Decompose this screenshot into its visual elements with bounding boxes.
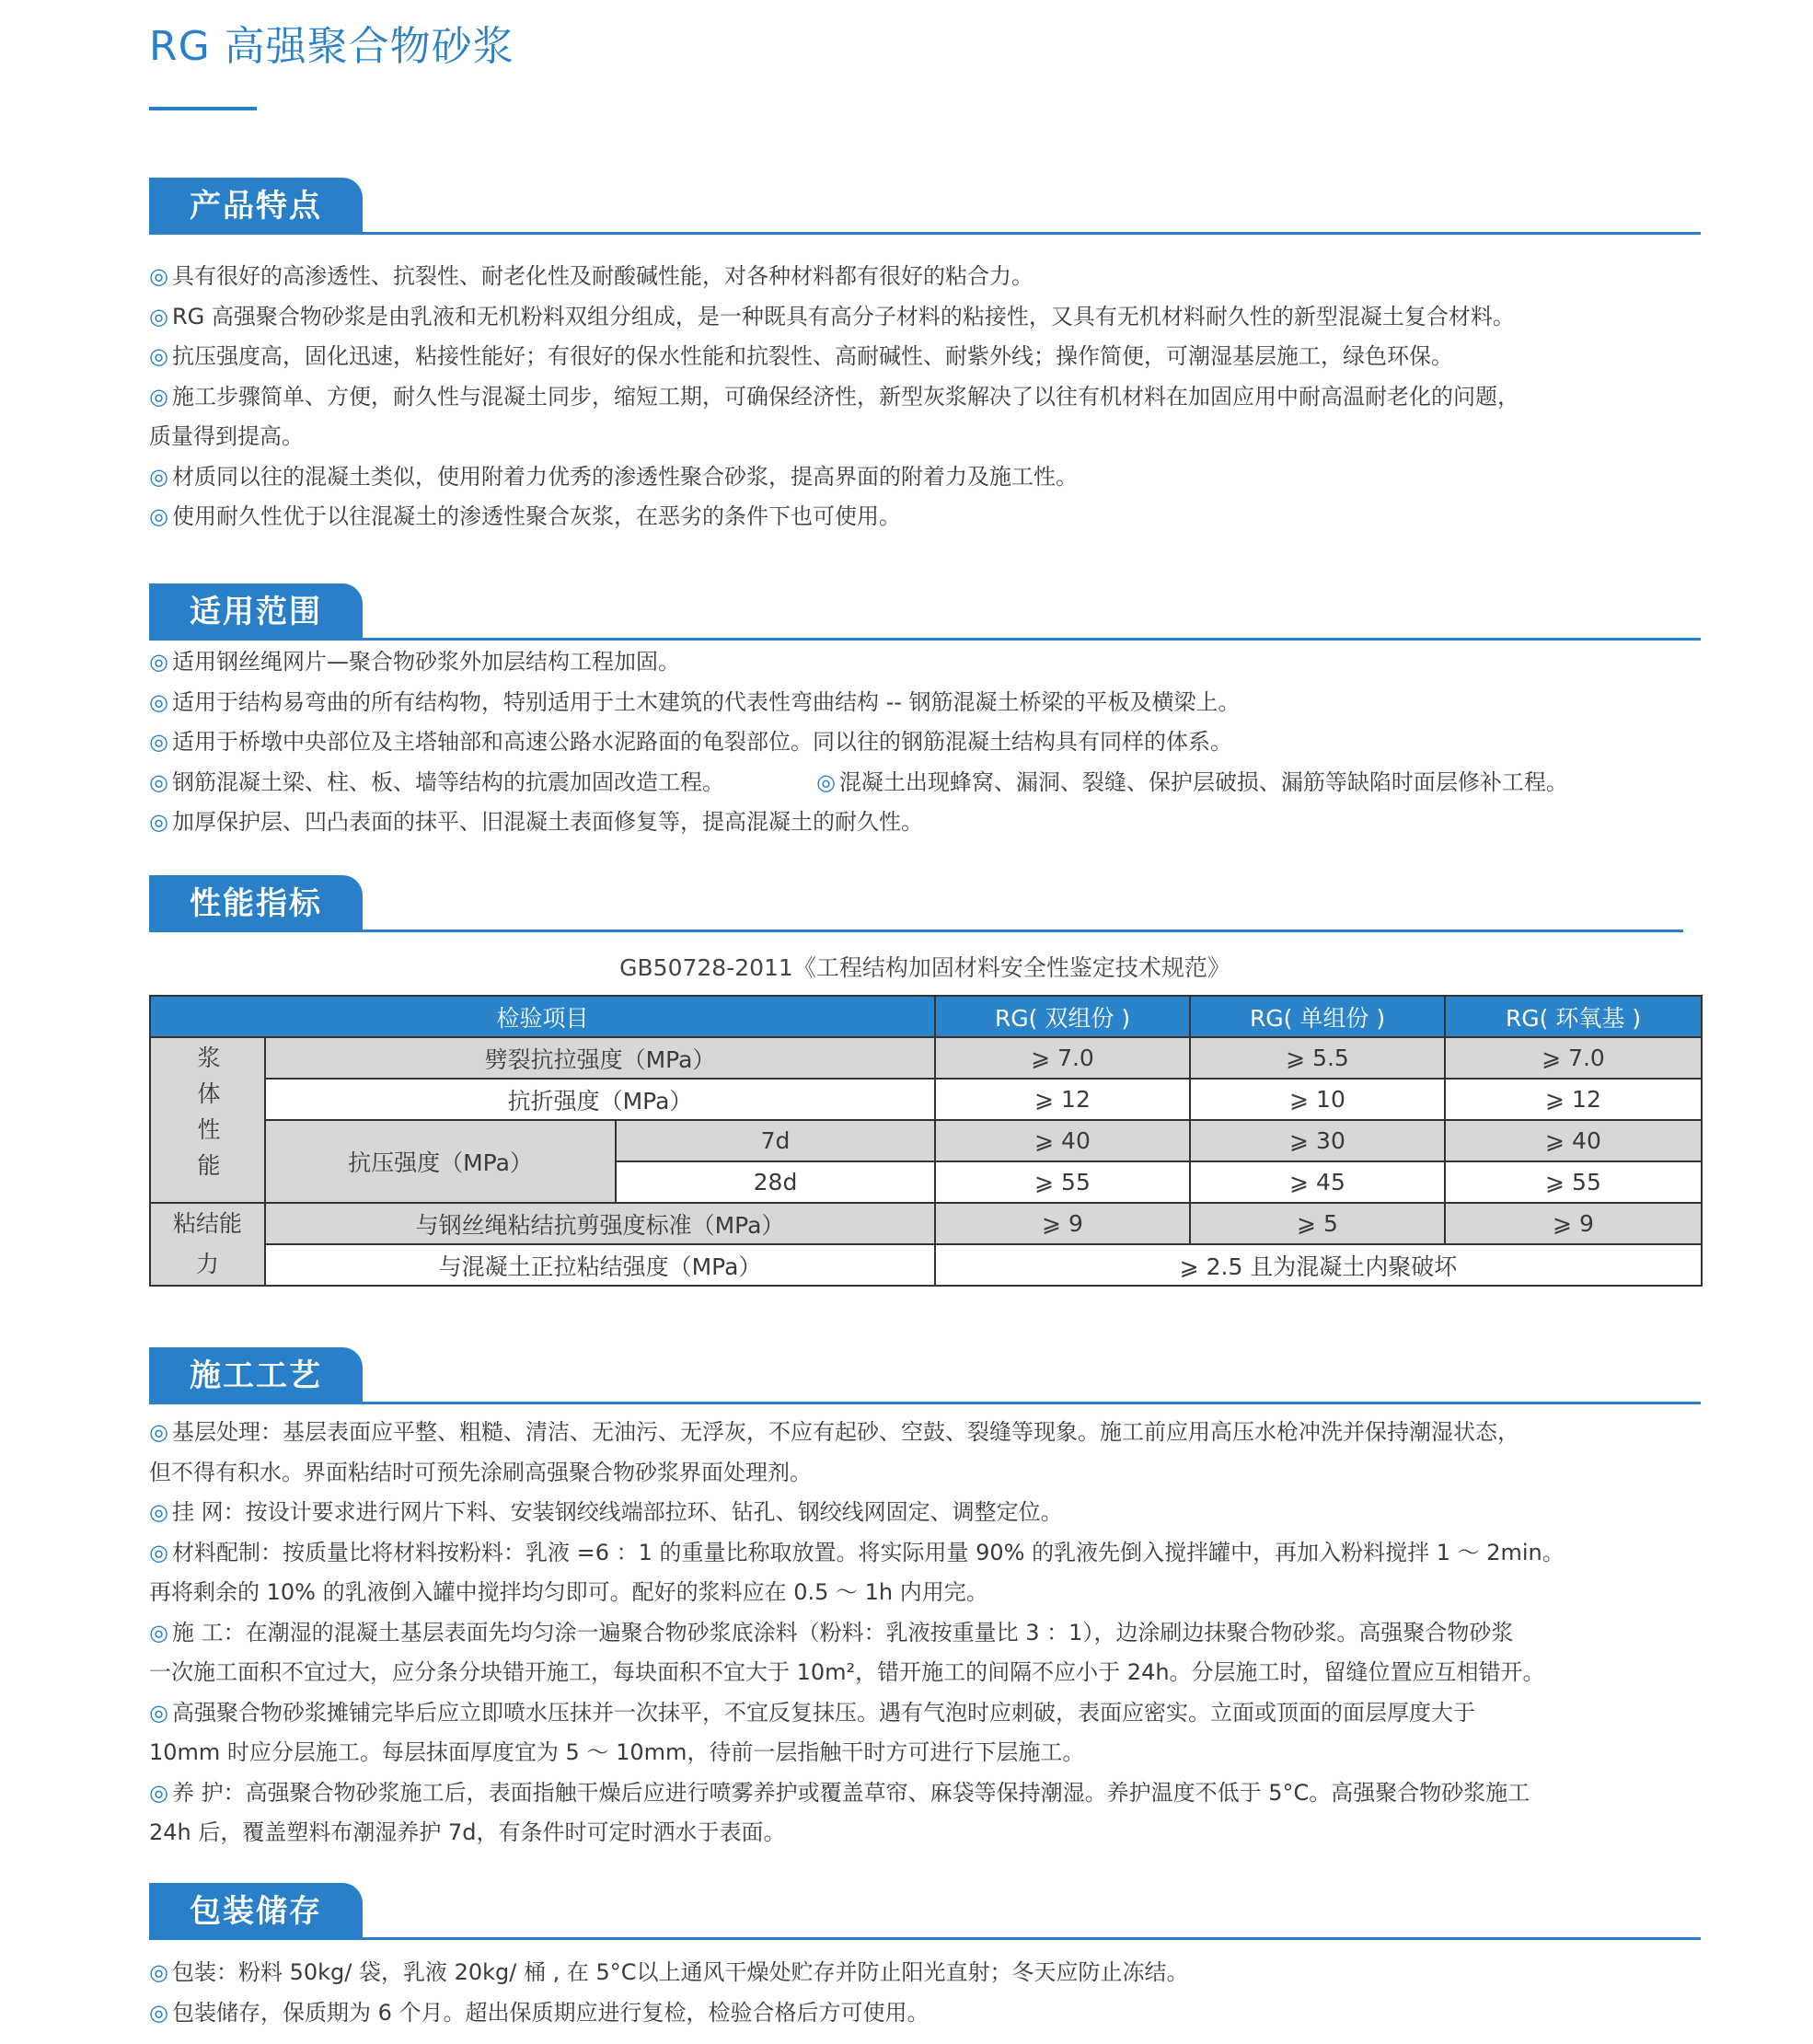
bullet-icon: ◎ (149, 1539, 168, 1565)
section-header (149, 875, 1683, 932)
cell: ⩾ 45 (1190, 1161, 1445, 1203)
cell: ⩾ 30 (1190, 1120, 1445, 1161)
page-title: RG 高强聚合物砂浆 (149, 23, 514, 70)
list-item-text: 材质同以往的混凝土类似，使用附着力优秀的渗透性聚合砂浆，提高界面的附着力及施工性。 (171, 463, 1078, 490)
list-item-text: 包装：粉料 50kg/ 袋，乳液 20kg/ 桶 , 在 5°C以上通风干燥处贮存并防止阳光直射；冬天应防止冻结。 (171, 1959, 1189, 1985)
section-header (149, 1883, 1701, 1940)
cell: ⩾ 5 (1190, 1203, 1445, 1244)
list-item-text: 适用于结构易弯曲的所有结构物，特别适用于土木建筑的代表性弯曲结构 -- 钢筋混凝土桥梁的平板及横梁上。 (171, 688, 1241, 715)
list-item (149, 497, 1701, 537)
list-item (149, 1413, 1701, 1453)
list-item-text: 包装储存，保质期为 6 个月。超出保质期应进行复检，检验合格后方可使用。 (171, 1999, 930, 2026)
row-label: 与钢丝绳粘结抗剪强度标准（MPa） (265, 1203, 935, 1244)
section-tab: 产品特点 (149, 178, 363, 233)
section-divider (149, 930, 1683, 932)
list-item-text: 施工步骤简单、方便，耐久性与混凝土同步，缩短工期，可确保经济性，新型灰浆解决了以往有机材料在加固应用中耐高温耐老化的问题， (171, 383, 1519, 410)
cell: ⩾ 12 (935, 1079, 1190, 1120)
section-storage (149, 1883, 1701, 2033)
list-item (149, 1693, 1701, 1734)
features-list (149, 257, 1701, 537)
list-item (149, 1733, 1701, 1773)
cell: ⩾ 10 (1190, 1079, 1445, 1120)
group-char: 粘结能 (172, 1210, 242, 1237)
bullet-icon: ◎ (815, 768, 836, 795)
bullet-icon: ◎ (149, 729, 168, 755)
table-row (150, 1244, 1702, 1286)
bullet-icon: ◎ (149, 688, 168, 715)
age-label: 7d (616, 1120, 935, 1161)
list-item-text: 挂 网：按设计要求进行网片下料、安装钢绞线端部拉环、钻孔、钢绞线网固定、调整定位。 (171, 1499, 1063, 1525)
list-item (149, 1573, 1701, 1613)
bullet-icon: ◎ (149, 1419, 168, 1445)
group-bond (150, 1203, 265, 1286)
row-label: 抗压强度（MPa） (265, 1120, 616, 1203)
list-item (149, 683, 1701, 723)
section-tab: 包装储存 (149, 1883, 363, 1938)
bullet-icon: ◎ (149, 263, 168, 289)
list-item (149, 1533, 1701, 1574)
list-item-text: 抗压强度高，固化迅速，粘接性能好；有很好的保水性能和抗裂性、高耐碱性、耐紫外线；操作简便，可潮湿基层施工，绿色环保。 (171, 343, 1453, 369)
section-divider (149, 1937, 1701, 1940)
list-item-text: 10mm 时应分层施工。每层抹面厚度宜为 5 ～ 10mm，待前一层指触干时方可进行下层施工。 (149, 1739, 1085, 1765)
list-item (149, 1653, 1701, 1693)
cell: ⩾ 9 (935, 1203, 1190, 1244)
bullet-icon: ◎ (149, 503, 168, 529)
bullet-icon: ◎ (149, 343, 168, 369)
title-underline (149, 107, 257, 110)
section-divider (149, 638, 1701, 641)
bullet-icon: ◎ (149, 1959, 168, 1985)
performance-table (149, 995, 1703, 1287)
list-item (149, 1453, 1701, 1494)
group-slurry (150, 1037, 265, 1203)
list-item (149, 297, 1701, 338)
list-item-text: 混凝土出现蜂窝、漏洞、裂缝、保护层破损、漏筋等缺陷时面层修补工程。 (838, 768, 1568, 795)
list-item-text: 养 护：高强聚合物砂浆施工后，表面指触干燥后应进行喷雾养护或覆盖草帘、麻袋等保持潮湿。养护温度不低于 5°C。高强聚合物砂浆施工 (171, 1779, 1530, 1806)
standard-caption: GB50728-2011《工程结构加固材料安全性鉴定技术规范》 (619, 954, 1230, 981)
table-row (150, 1037, 1702, 1079)
header-rg-two: RG( 双组份 ) (935, 996, 1190, 1037)
bullet-icon: ◎ (149, 809, 168, 835)
list-item-text: 24h 后，覆盖塑料布潮湿养护 7d，有条件时可定时洒水于表面。 (149, 1819, 786, 1845)
section-tab: 适用范围 (149, 583, 363, 639)
list-item-text: 材料配制：按质量比将材料按粉料：乳液 =6 ：1 的重量比称取放置。将实际用量 90% 的乳液先倒入搅拌罐中，再加入粉料搅拌 1 ～ 2min。 (171, 1539, 1565, 1565)
bullet-icon: ◎ (149, 1499, 168, 1525)
list-item-text: 具有很好的高渗透性、抗裂性、耐老化性及耐酸碱性能，对各种材料都有很好的粘合力。 (171, 263, 1034, 289)
storage-list (149, 1953, 1701, 2033)
list-item-text: 再将剩余的 10% 的乳液倒入罐中搅拌均匀即可。配好的浆料应在 0.5 ～ 1h 内用完。 (149, 1579, 988, 1605)
list-item-text: 但不得有积水。界面粘结时可预先涂刷高强聚合物砂浆界面处理剂。 (149, 1459, 812, 1485)
cell: ⩾ 2.5 且为混凝土内聚破坏 (935, 1244, 1702, 1286)
table-row (150, 1203, 1702, 1244)
list-item-text: RG 高强聚合物砂浆是由乳液和无机粉料双组分组成，是一种既具有高分子材料的粘接性，又具有无机材料耐久性的新型混凝土复合材料。 (171, 303, 1515, 329)
header-rg-epoxy: RG( 环氧基 ) (1445, 996, 1702, 1037)
list-item (149, 763, 1701, 803)
section-divider (149, 1402, 1701, 1404)
list-item-text: 加厚保护层、凹凸表面的抹平、旧混凝土表面修复等，提高混凝土的耐久性。 (171, 809, 923, 835)
section-header (149, 583, 1701, 641)
table-row (150, 1120, 1702, 1161)
row-label: 与混凝土正拉粘结强度（MPa） (265, 1244, 935, 1286)
bullet-icon: ◎ (149, 1779, 168, 1806)
header-item: 检验项目 (150, 996, 935, 1037)
list-item (149, 803, 1701, 843)
list-item-text: 基层处理：基层表面应平整、粗糙、清洁、无油污、无浮灰，不应有起砂、空鼓、裂缝等现象。施工前应用高压水枪冲洗并保持潮湿状态， (171, 1419, 1519, 1445)
list-item-text: 一次施工面积不宜过大，应分条分块错开施工，每块面积不宜大于 10m²，错开施工的间隔不应小于 24h。分层施工时，留缝位置应互相错开。 (149, 1659, 1545, 1685)
table-row (150, 1079, 1702, 1120)
list-item (149, 722, 1701, 763)
section-performance (149, 875, 1683, 932)
section-tab: 施工工艺 (149, 1347, 363, 1403)
cell: ⩾ 55 (935, 1161, 1190, 1203)
section-divider (149, 232, 1701, 235)
section-process (149, 1347, 1701, 1853)
cell: ⩾ 40 (1445, 1120, 1702, 1161)
section-features (149, 178, 1701, 537)
list-item (149, 1813, 1701, 1853)
list-item (149, 1953, 1701, 1993)
list-item-text: 钢筋混凝土梁、柱、板、墙等结构的抗震加固改造工程。 (171, 768, 724, 795)
list-item-text: 适用于桥墩中央部位及主塔轴部和高速公路水泥路面的龟裂部位。同以往的钢筋混凝土结构具有同样的体系。 (171, 729, 1232, 755)
bullet-icon: ◎ (149, 1999, 168, 2026)
cell: ⩾ 12 (1445, 1079, 1702, 1120)
row-label: 劈裂抗拉强度（MPa） (265, 1037, 935, 1079)
list-item-text: 使用耐久性优于以往混凝土的渗透性聚合灰浆，在恶劣的条件下也可使用。 (171, 503, 901, 529)
list-item (149, 457, 1701, 498)
bullet-icon: ◎ (149, 1699, 168, 1726)
bullet-icon: ◎ (149, 383, 168, 410)
bullet-icon: ◎ (149, 768, 168, 795)
group-slurry-label: 浆体性能 (194, 1045, 221, 1189)
cell: ⩾ 7.0 (1445, 1037, 1702, 1079)
bullet-icon: ◎ (149, 303, 168, 329)
age-label: 28d (616, 1161, 935, 1203)
section-tab: 性能指标 (149, 875, 363, 930)
row-label: 抗折强度（MPa） (265, 1079, 935, 1120)
list-item (149, 337, 1701, 377)
section-header (149, 1347, 1701, 1404)
bullet-icon: ◎ (149, 1619, 168, 1646)
list-item (149, 417, 1701, 457)
list-item-text: 适用钢丝绳网片—聚合物砂浆外加层结构工程加固。 (171, 649, 680, 675)
list-item (149, 1613, 1701, 1654)
table-header-row (150, 996, 1702, 1037)
list-item (149, 1493, 1701, 1533)
section-scope (149, 583, 1701, 843)
cell: ⩾ 5.5 (1190, 1037, 1445, 1079)
process-list (149, 1413, 1701, 1853)
cell: ⩾ 7.0 (935, 1037, 1190, 1079)
bullet-icon: ◎ (149, 463, 168, 490)
cell: ⩾ 9 (1445, 1203, 1702, 1244)
list-item-text: 高强聚合物砂浆摊铺完毕后应立即喷水压抹并一次抹平，不宜反复抹压。遇有气泡时应刺破，表面应密实。立面或顶面的面层厚度大于 (171, 1699, 1475, 1726)
section-header (149, 178, 1701, 235)
list-item (149, 257, 1701, 297)
header-rg-one: RG( 单组份 ) (1190, 996, 1445, 1037)
list-item (149, 377, 1701, 418)
scope-list (149, 642, 1701, 843)
bullet-icon: ◎ (149, 649, 168, 675)
group-char: 力 (195, 1251, 219, 1277)
cell: ⩾ 55 (1445, 1161, 1702, 1203)
list-item-text: 施 工：在潮湿的混凝土基层表面先均匀涂一遍聚合物砂浆底涂料（粉料：乳液按重量比 3 ：1），边涂刷边抹聚合物砂浆。高强聚合物砂浆 (171, 1619, 1514, 1646)
list-item-text: 质量得到提高。 (149, 423, 304, 449)
list-item (149, 642, 1701, 683)
list-item (149, 1993, 1701, 2034)
cell: ⩾ 40 (935, 1120, 1190, 1161)
list-item (149, 1773, 1701, 1814)
